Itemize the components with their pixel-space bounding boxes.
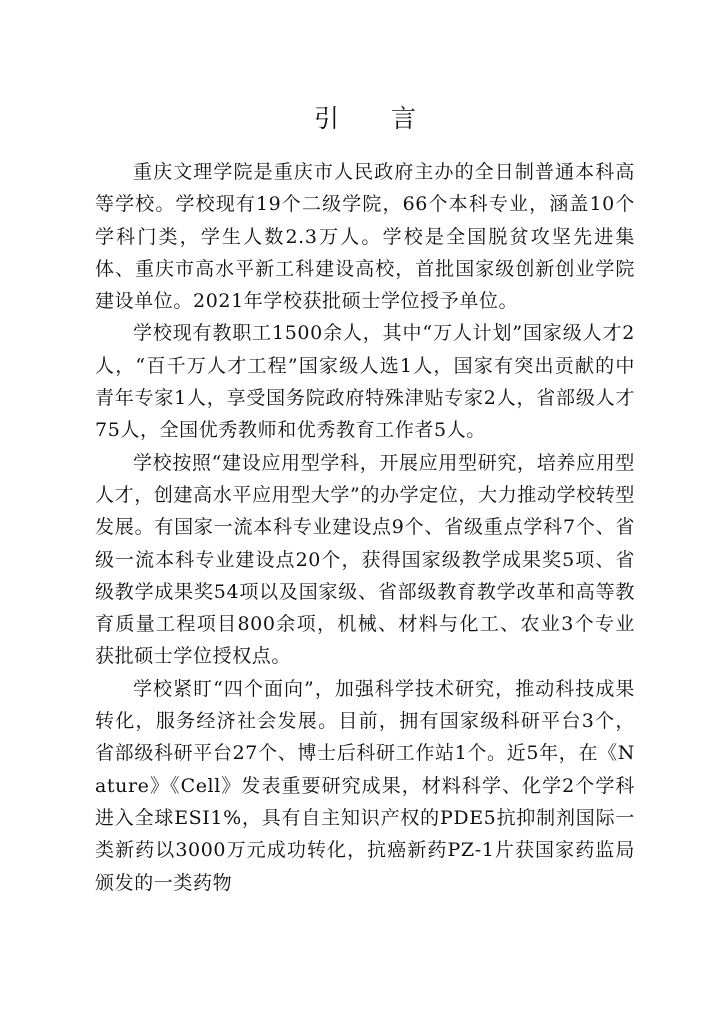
document-body	[95, 156, 635, 899]
paragraph-1: 重庆文理学院是重庆市人民政府主办的全日制普通本科高等学校。学校现有19个二级学院，66个本科专业，涵盖10个学科门类，学生人数2.3万人。学校是全国脱贫攻坚先进集体、重庆市高水平新工科建设高校，首批国家级创新创业学院建设单位。2021年学校获批硕士学位授予单位。	[95, 161, 635, 313]
paragraph-2: 学校现有教职工1500余人，其中“万人计划”国家级人才2人，“百千万人才工程”国家级人选1人，国家有突出贡献的中青年专家1人，享受国务院政府特殊津贴专家2人，省部级人才75人，全国优秀教师和优秀教育工作者5人。	[95, 322, 635, 442]
paragraph-4: 学校紧盯“四个面向”，加强科学技术研究，推动科技成果转化，服务经济社会发展。目前，拥有国家级科研平台3个，省部级科研平台27个、博士后科研工作站1个。近5年，在《Nature》《Cell》发表重要研究成果，材料科学、化学2个学科进入全球ESI1%，具有自主知识产权的PDE5抗抑制剂国际一类新药以3000万元成功转化，抗癌新药PZ-1片获国家药监局颁发的一类药物	[95, 677, 635, 894]
paragraph-3: 学校按照“建设应用型学科，开展应用型研究，培养应用型人才，创建高水平应用型大学”的办学定位，大力推动学校转型发展。有国家一流本科专业建设点9个、省级重点学科7个、省级一流本科专业建设点20个，获得国家级教学成果奖5项、省级教学成果奖54项以及国家级、省部级教育教学改革和高等教育质量工程项目800余项，机械、材料与化工、农业3个专业获批硕士学位授权点。	[95, 451, 635, 668]
page-title: 引 言	[314, 104, 438, 133]
